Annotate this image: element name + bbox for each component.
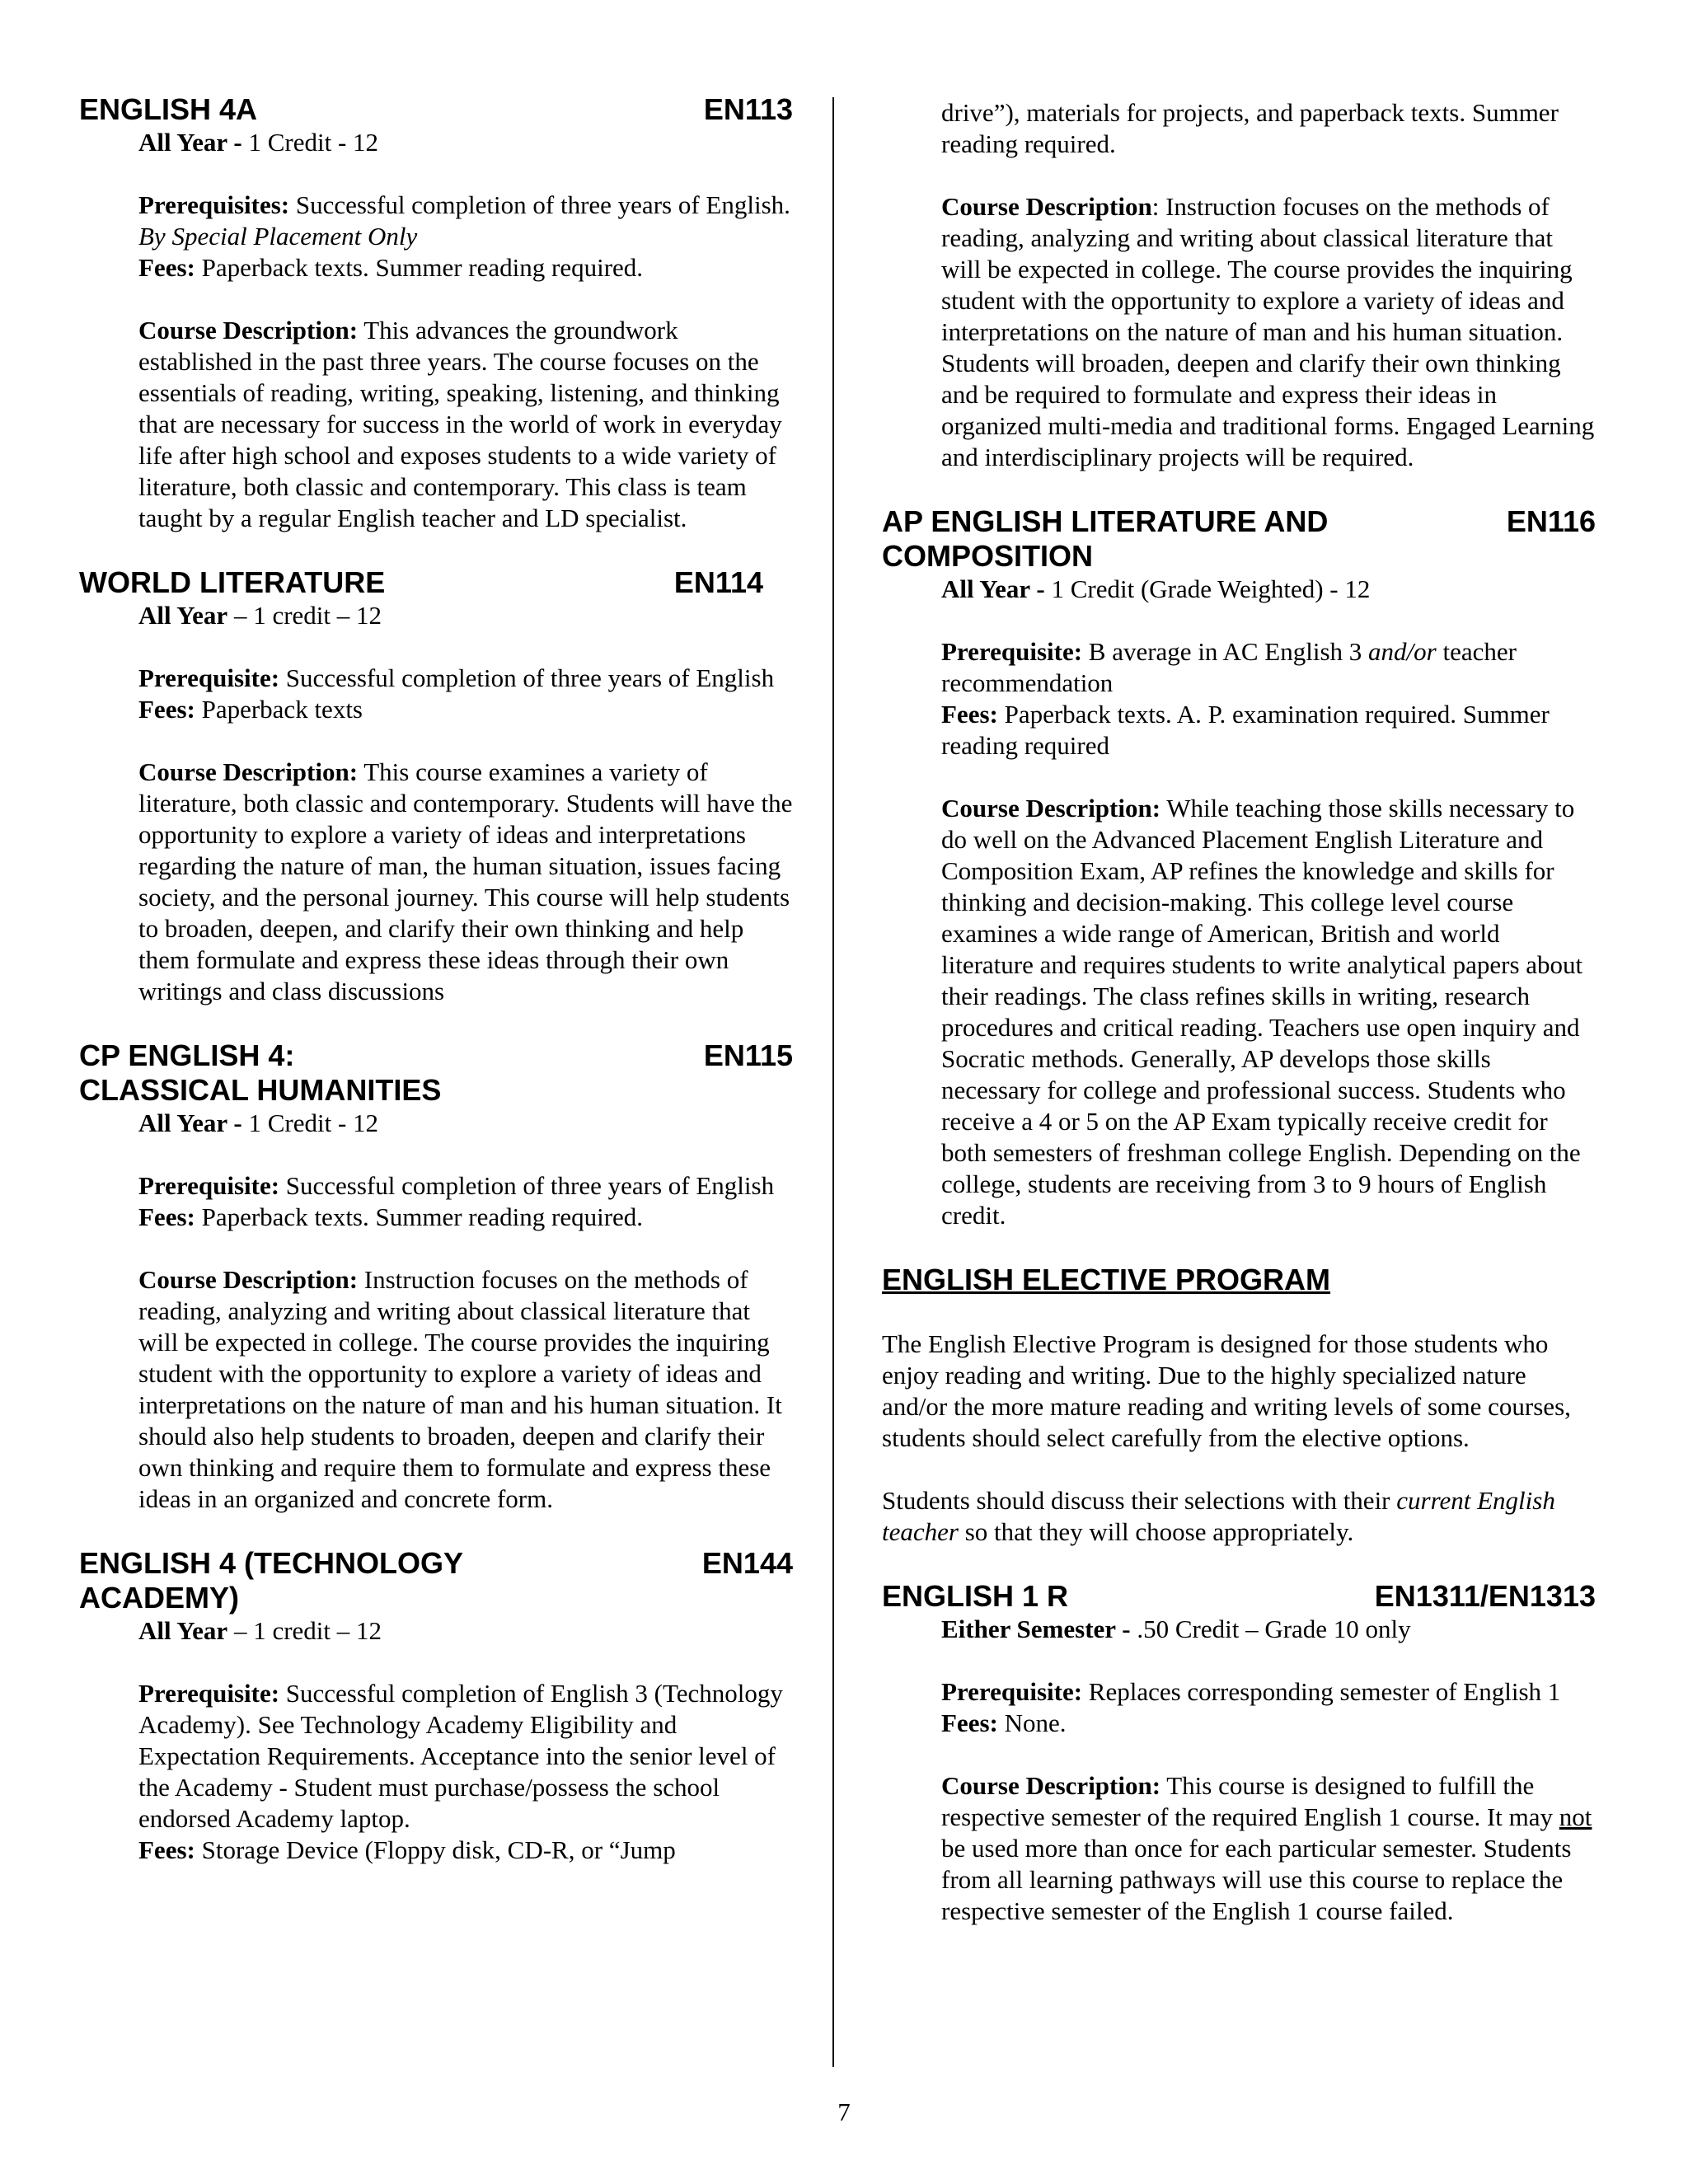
course-heading: [79, 1546, 793, 1615]
course-prerequisites: Prerequisites: Successful completion of three years of English. By Special Placement Only Fees: Paperback texts. Summer reading required.: [138, 190, 790, 282]
elective-advice: Students should discuss their selections with their current English teacher so that they will choose appropriately.: [882, 1486, 1555, 1546]
course-description: Course Description: This course is designed to fulfill the respective semester of the required English 1 course. It may not be used more than once for each particular semester. Students from all learning pathways will use this course to replace the respective semester of the English 1 course failed.: [941, 1771, 1592, 1925]
course-cp-english-4: [79, 1038, 793, 1515]
course-code: EN144: [701, 1546, 793, 1580]
course-meta: All Year - 1 Credit (Grade Weighted) - 12: [941, 574, 1371, 603]
course-title: CP ENGLISH 4:: [79, 1038, 295, 1072]
course-title: ENGLISH 4A: [79, 92, 258, 126]
course-code: EN1311/EN1313: [1374, 1579, 1596, 1613]
column-divider: [832, 97, 834, 2067]
course-prerequisites: Prerequisite: Replaces corresponding semester of English 1 Fees: None.: [941, 1677, 1561, 1737]
course-code: EN116: [1506, 504, 1596, 538]
elective-intro: The English Elective Program is designed for those students who enjoy reading and writing. Due to the highly specialized nature and/or the more mature reading and writing levels of some courses, students should select carefully from the elective options.: [882, 1329, 1571, 1452]
left-column: [79, 92, 793, 1866]
course-prerequisites: Prerequisite: Successful completion of three years of English Fees: Paperback texts: [138, 663, 775, 724]
fees-text: Paperback texts. A. P. examination required. Summer reading required: [941, 700, 1550, 760]
course-heading: [882, 504, 1596, 574]
course-heading: [79, 1038, 793, 1108]
course-code: EN113: [703, 92, 793, 126]
course-heading: [79, 92, 793, 127]
course-prerequisites: Prerequisite: Successful completion of English 3 (Technology Academy). See Technology Academy Eligibility and Expectation Requirements. Acceptance into the senior level of the Academy - Student must purchase/possess the school endorsed Academy laptop. Fees: Storage Device (Floppy disk, CD-R, or “Jump: [138, 1679, 783, 1864]
fees-text: Paperback texts. Summer reading required.: [195, 1202, 644, 1231]
course-code: EN114: [673, 565, 763, 599]
fees-text: Paperback texts. Summer reading required.: [195, 253, 644, 282]
course-world-literature: [79, 565, 793, 1007]
course-meta: All Year – 1 credit – 12: [138, 601, 382, 630]
fees-label: Fees:: [138, 1202, 195, 1231]
course-meta: All Year - 1 Credit - 12: [138, 1108, 379, 1137]
course-description: Course Description: This course examines a variety of literature, both classic and contemporary. Students will have the opportunity to explore a variety of ideas and interpretations regarding the nature of man, the human situation, issues facing society, and the personal journey. This course will help students to broaden, deepen, and clarify their own thinking and help them formulate and express these ideas through their own writings and class discussions: [138, 757, 793, 1005]
fees-label: Fees:: [138, 695, 195, 724]
fees-text: Paperback texts: [195, 695, 363, 724]
course-prerequisites: Prerequisite: Successful completion of three years of English Fees: Paperback texts. Summer reading required.: [138, 1171, 775, 1231]
course-english-4-tech-academy: [79, 1546, 793, 1866]
course-title: ENGLISH 1 R: [882, 1579, 1069, 1613]
course-description: Course Description: Instruction focuses on the methods of reading, analyzing and writing about classical literature that will be expected in college. The course provides the inquiring student with the opportunity to explore a variety of ideas and interpretations on the nature of man and his human situation. Students will broaden, deepen and clarify their own thinking and be required to formulate and express their ideas in organized multi-media and traditional forms. Engaged Learning and interdisciplinary projects will be required.: [941, 192, 1595, 471]
fees-label: Fees:: [138, 1835, 195, 1864]
course-ap-english-literature: [882, 504, 1596, 1231]
fees-label: Fees:: [941, 1708, 998, 1737]
course-title-line2: COMPOSITION: [882, 539, 1094, 573]
section-heading: ENGLISH ELECTIVE PROGRAM: [882, 1263, 1331, 1296]
fees-label: Fees:: [138, 253, 195, 282]
course-code: EN115: [703, 1038, 793, 1072]
course-english-1r: [882, 1579, 1596, 1927]
course-title: WORLD LITERATURE: [79, 565, 386, 599]
right-column: [882, 97, 1596, 1927]
course-description: Course Description: Instruction focuses on the methods of reading, analyzing and writing about classical literature that will be expected in college. The course provides the inquiring student with the opportunity to explore a variety of ideas and interpretations on the nature of man and his human situation. It should also help students to broaden, deepen and clarify their own thinking and require them to formulate and express these ideas in an organized and concrete form.: [138, 1265, 782, 1513]
course-prerequisites: Prerequisite: B average in AC English 3 and/or teacher recommendation Fees: Paperback texts. A. P. examination required. Summer reading required: [941, 637, 1550, 760]
fees-text: Storage Device (Floppy disk, CD-R, or “Jump: [195, 1835, 676, 1864]
course-english-4a: [79, 92, 793, 534]
course-description: Course Description: This advances the groundwork established in the past three years. The course focuses on the essentials of reading, writing, speaking, listening, and thinking that are necessary for success in the world of work in everyday life after high school and exposes students to a wide variety of literature, both classic and contemporary. This class is team taught by a regular English teacher and LD specialist.: [138, 316, 782, 532]
course-title: AP ENGLISH LITERATURE AND: [882, 504, 1329, 538]
fees-text: None.: [997, 1708, 1067, 1737]
elective-program-section: [882, 1263, 1596, 1548]
course-heading: [882, 1579, 1596, 1614]
course-description: Course Description: While teaching those skills necessary to do well on the Advanced Placement English Literature and Composition Exam, AP refines the knowledge and skills for thinking and decision-making. This college level course examines a wide range of American, British and world literature and requires students to write analytical papers about their readings. The class refines skills in writing, research procedures and critical reading. Teachers use open inquiry and Socratic methods. Generally, AP develops those skills necessary for college and professional success. Students who receive a 4 or 5 on the AP Exam typically receive credit for both semesters of freshman college English. Depending on the college, students are receiving from 3 to 9 hours of English credit.: [941, 794, 1583, 1230]
course-title-line2: CLASSICAL HUMANITIES: [79, 1073, 442, 1107]
course-meta: All Year - 1 Credit - 12: [138, 128, 379, 157]
fees-continuation: drive”), materials for projects, and paperback texts. Summer reading required.: [941, 98, 1559, 158]
course-meta: All Year – 1 credit – 12: [138, 1616, 382, 1645]
page-number: 7: [837, 2097, 851, 2126]
course-meta: Either Semester - .50 Credit – Grade 10 only: [941, 1615, 1411, 1643]
course-heading: [79, 565, 763, 600]
fees-label: Fees:: [941, 700, 998, 729]
course-title: ENGLISH 4 (TECHNOLOGY ACADEMY): [79, 1546, 463, 1615]
